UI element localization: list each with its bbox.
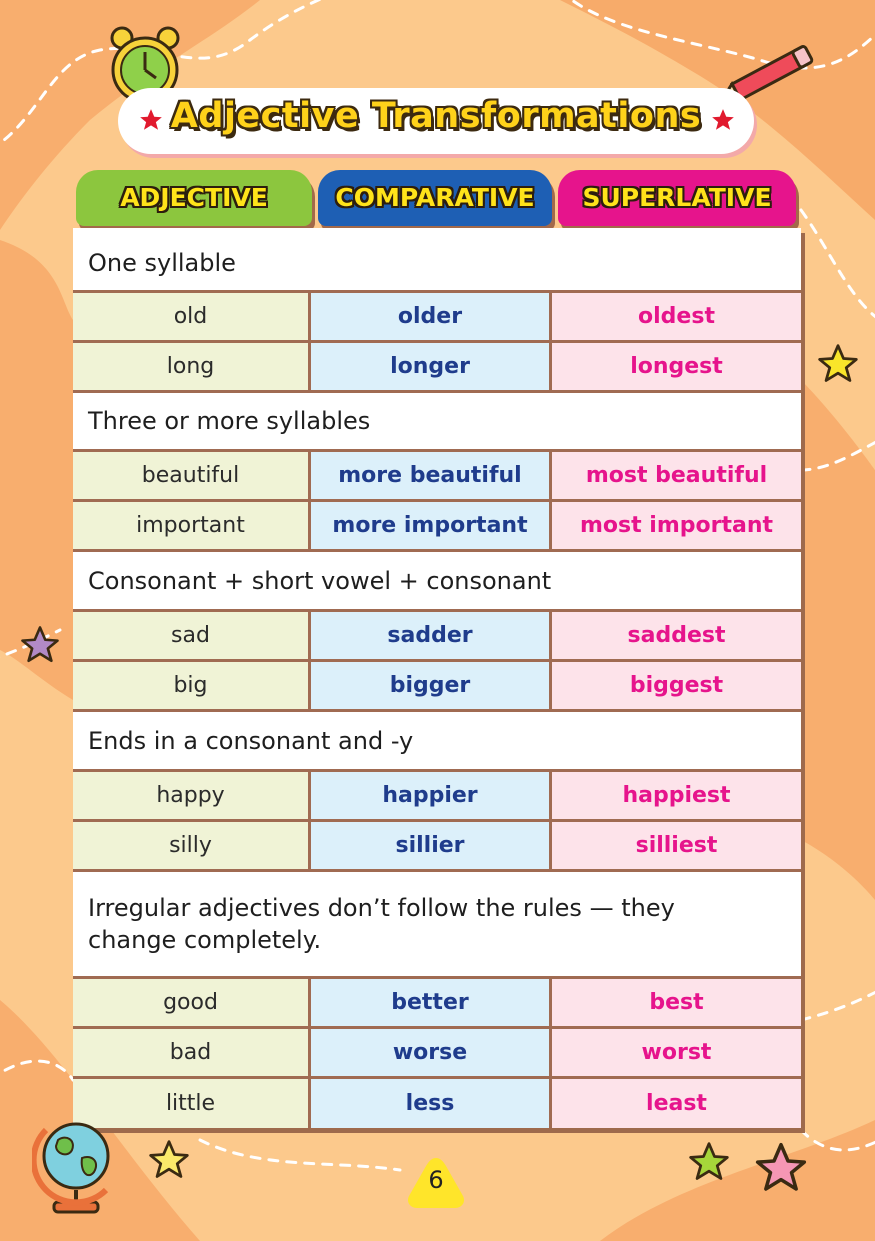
cell-superlative: longest (552, 343, 801, 390)
cell-comparative: less (311, 1079, 552, 1128)
cell-adjective: big (73, 662, 311, 709)
cell-superlative: best (552, 979, 801, 1026)
cell-comparative: sillier (311, 822, 552, 869)
yellow-star-icon (146, 1138, 192, 1182)
cell-adjective: sad (73, 612, 311, 659)
cell-superlative: most beautiful (552, 452, 801, 499)
cell-superlative: biggest (552, 662, 801, 709)
table-row (73, 502, 801, 552)
table-row (73, 772, 801, 822)
page-number-badge (405, 1154, 467, 1210)
title-banner (118, 88, 754, 154)
cell-adjective: bad (73, 1029, 311, 1076)
table-row (73, 452, 801, 502)
cell-comparative: better (311, 979, 552, 1026)
cell-superlative: most important (552, 502, 801, 549)
cell-adjective: little (73, 1079, 311, 1128)
red-star-icon (710, 107, 736, 133)
cell-comparative: older (311, 293, 552, 340)
cell-superlative: oldest (552, 293, 801, 340)
table-row (73, 1079, 801, 1128)
cell-adjective: long (73, 343, 311, 390)
cell-superlative: least (552, 1079, 801, 1128)
cell-comparative: more beautiful (311, 452, 552, 499)
header-superlative: SUPERLATIVE (558, 170, 796, 226)
cell-comparative: worse (311, 1029, 552, 1076)
cell-adjective: old (73, 293, 311, 340)
page-title: Adjective Transformations (170, 96, 702, 136)
cell-adjective: important (73, 502, 311, 549)
section-label: Ends in a consonant and -y (73, 712, 801, 772)
table-row (73, 612, 801, 662)
header-comparative: COMPARATIVE (318, 170, 552, 226)
cell-superlative: silliest (552, 822, 801, 869)
section-label: One syllable (73, 236, 801, 293)
section-label: Three or more syllables (73, 393, 801, 452)
table-row (73, 1029, 801, 1079)
page-number: 6 (428, 1166, 444, 1194)
table-row (73, 822, 801, 872)
cell-superlative: happiest (552, 772, 801, 819)
globe-icon (32, 1110, 132, 1216)
table-row (73, 343, 801, 393)
cell-comparative: bigger (311, 662, 552, 709)
cell-adjective: good (73, 979, 311, 1026)
green-star-icon (686, 1140, 732, 1184)
cell-adjective: beautiful (73, 452, 311, 499)
cell-comparative: sadder (311, 612, 552, 659)
purple-star-icon (18, 624, 62, 666)
cell-adjective: happy (73, 772, 311, 819)
cell-superlative: saddest (552, 612, 801, 659)
header-adjective: ADJECTIVE (76, 170, 312, 226)
cell-superlative: worst (552, 1029, 801, 1076)
cell-adjective: silly (73, 822, 311, 869)
cell-comparative: happier (311, 772, 552, 819)
pink-star-icon (752, 1140, 810, 1196)
table-row (73, 662, 801, 712)
yellow-star-icon (815, 342, 861, 386)
section-label: Consonant + short vowel + consonant (73, 552, 801, 612)
table-row (73, 979, 801, 1029)
cell-comparative: longer (311, 343, 552, 390)
section-label: Irregular adjectives don’t follow the rules — they change completely. (73, 872, 801, 979)
table-row (73, 293, 801, 343)
cell-comparative: more important (311, 502, 552, 549)
